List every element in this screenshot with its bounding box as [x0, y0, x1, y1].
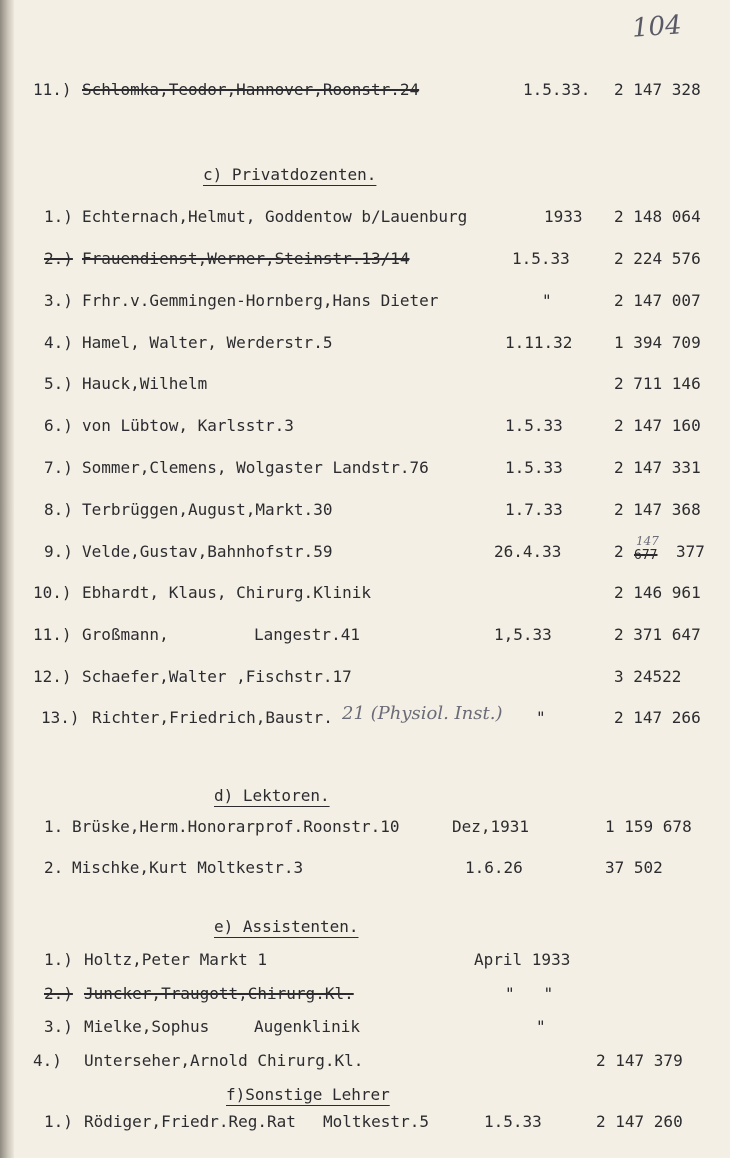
entry-number: 10.): [33, 583, 72, 602]
entry-id-correction: 147: [636, 534, 659, 548]
entry-date: 1.5.33.: [523, 80, 591, 99]
entry-name: Holtz,Peter Markt 1: [84, 950, 268, 969]
entry-date: 1.5.33: [505, 416, 563, 435]
entry-date: 1.6.26: [465, 858, 523, 877]
section-heading-sonstige-lehrer: f)Sonstige Lehrer: [226, 1085, 390, 1104]
entry-name: Hamel, Walter, Werderstr.5: [82, 333, 333, 352]
entry-name: Frauendienst,Werner,Steinstr.13/14: [82, 249, 410, 268]
entry-id-struck: 677: [634, 548, 658, 563]
entry-number: 2.): [44, 984, 73, 1003]
entry-name: Rödiger,Friedr.Reg.Rat: [84, 1112, 296, 1131]
entry-name: Unterseher,Arnold Chirurg.Kl.: [84, 1051, 364, 1070]
entry-name: Schlomka,Teodor,Hannover,Roonstr.24: [82, 80, 420, 99]
entry-date: 1,5.33: [494, 625, 552, 644]
entry-name: Frhr.v.Gemmingen-Hornberg,Hans Dieter: [82, 291, 439, 310]
entry-date: 1933: [544, 207, 583, 226]
entry-id: 2 147 160: [614, 416, 701, 435]
entry-id: 3 24522: [614, 667, 682, 686]
entry-date: " ": [505, 984, 554, 1003]
entry-id: 2 146 961: [614, 583, 701, 602]
entry-id: 2 147 328: [614, 80, 701, 99]
entry-name: Terbrüggen,August,Markt.30: [82, 500, 333, 519]
entry-date: 1.7.33: [505, 500, 563, 519]
entry-name: Schaefer,Walter ,Fischstr.17: [82, 667, 352, 686]
entry-id: 2 147 368: [614, 500, 701, 519]
entry-date: ": [536, 1017, 546, 1036]
entry-name: Sommer,Clemens, Wolgaster Landstr.76: [82, 458, 429, 477]
entry-number: 9.): [44, 542, 73, 561]
entry-date: ": [542, 291, 552, 310]
entry-number: 11.): [33, 80, 72, 99]
handwritten-annotation: 21 (Physiol. Inst.): [342, 703, 503, 724]
entry-id: 2 224 576: [614, 249, 701, 268]
entry-name: Hauck,Wilhelm: [82, 374, 208, 393]
entry-number: 1.): [44, 207, 73, 226]
entry-name: Richter,Friedrich,Baustr.: [92, 708, 333, 727]
entry-number: 6.): [44, 416, 73, 435]
entry-number: 4.): [33, 1051, 62, 1070]
entry-address: Moltkestr.5: [323, 1112, 429, 1131]
entry-number: 1.): [44, 1112, 73, 1131]
entry-name: Mielke,Sophus: [84, 1017, 210, 1036]
entry-name: von Lübtow, Karlsstr.3: [82, 416, 294, 435]
entry-date: 26.4.33: [494, 542, 562, 561]
entry-id: 1 394 709: [614, 333, 701, 352]
entry-number: 12.): [33, 667, 72, 686]
entry-name: Mischke,Kurt Moltkestr.3: [72, 858, 304, 877]
entry-number: 3.): [44, 291, 73, 310]
entry-number: 11.): [33, 625, 72, 644]
entry-number: 8.): [44, 500, 73, 519]
entry-date: 1.5.33: [512, 249, 570, 268]
entry-id: 37 502: [605, 858, 663, 877]
entry-date: Dez,1931: [452, 817, 530, 836]
entry-name: Velde,Gustav,Bahnhofstr.59: [82, 542, 333, 561]
entry-address: Augenklinik: [254, 1017, 360, 1036]
section-heading-assistenten: e) Assistenten.: [214, 917, 359, 936]
entry-date: 1.5.33: [484, 1112, 542, 1131]
entry-id: 2 147 379: [596, 1051, 683, 1070]
entry-number: 5.): [44, 374, 73, 393]
section-heading-lektoren: d) Lektoren.: [214, 786, 330, 805]
entry-number: 7.): [44, 458, 73, 477]
entry-id: 2 147 260: [596, 1112, 683, 1131]
entry-number: 4.): [44, 333, 73, 352]
entry-number: 1.): [44, 950, 73, 969]
entry-id-prefix: 2: [614, 542, 624, 561]
entry-id: 2 147 266: [614, 708, 701, 727]
entry-date: ": [536, 708, 546, 727]
page-binding-edge: [0, 0, 14, 1158]
entry-number: 1.: [44, 817, 64, 836]
entry-id-suffix: 377: [676, 542, 705, 561]
entry-name: Großmann,: [82, 625, 169, 644]
entry-number: 2.): [44, 249, 73, 268]
entry-number: 13.): [41, 708, 80, 727]
entry-number: 2.: [44, 858, 64, 877]
entry-id: 2 371 647: [614, 625, 701, 644]
entry-date: 1.5.33: [505, 458, 563, 477]
entry-date: April 1933: [474, 950, 571, 969]
entry-number: 3.): [44, 1017, 73, 1036]
entry-name: Brüske,Herm.Honorarprof.Roonstr.10: [72, 817, 400, 836]
entry-id: 2 148 064: [614, 207, 701, 226]
entry-address: Langestr.41: [254, 625, 360, 644]
entry-id: 2 147 331: [614, 458, 701, 477]
entry-name: Echternach,Helmut, Goddentow b/Lauenburg: [82, 207, 468, 226]
section-heading-privatdozenten: c) Privatdozenten.: [203, 165, 377, 184]
entry-name: Ebhardt, Klaus, Chirurg.Klinik: [82, 583, 371, 602]
entry-id: 2 711 146: [614, 374, 701, 393]
entry-date: 1.11.32: [505, 333, 573, 352]
entry-name: Juncker,Traugott,Chirurg.Kl.: [84, 984, 354, 1003]
entry-id: 1 159 678: [605, 817, 692, 836]
page-number: 104: [631, 10, 683, 44]
entry-id: 2 147 007: [614, 291, 701, 310]
